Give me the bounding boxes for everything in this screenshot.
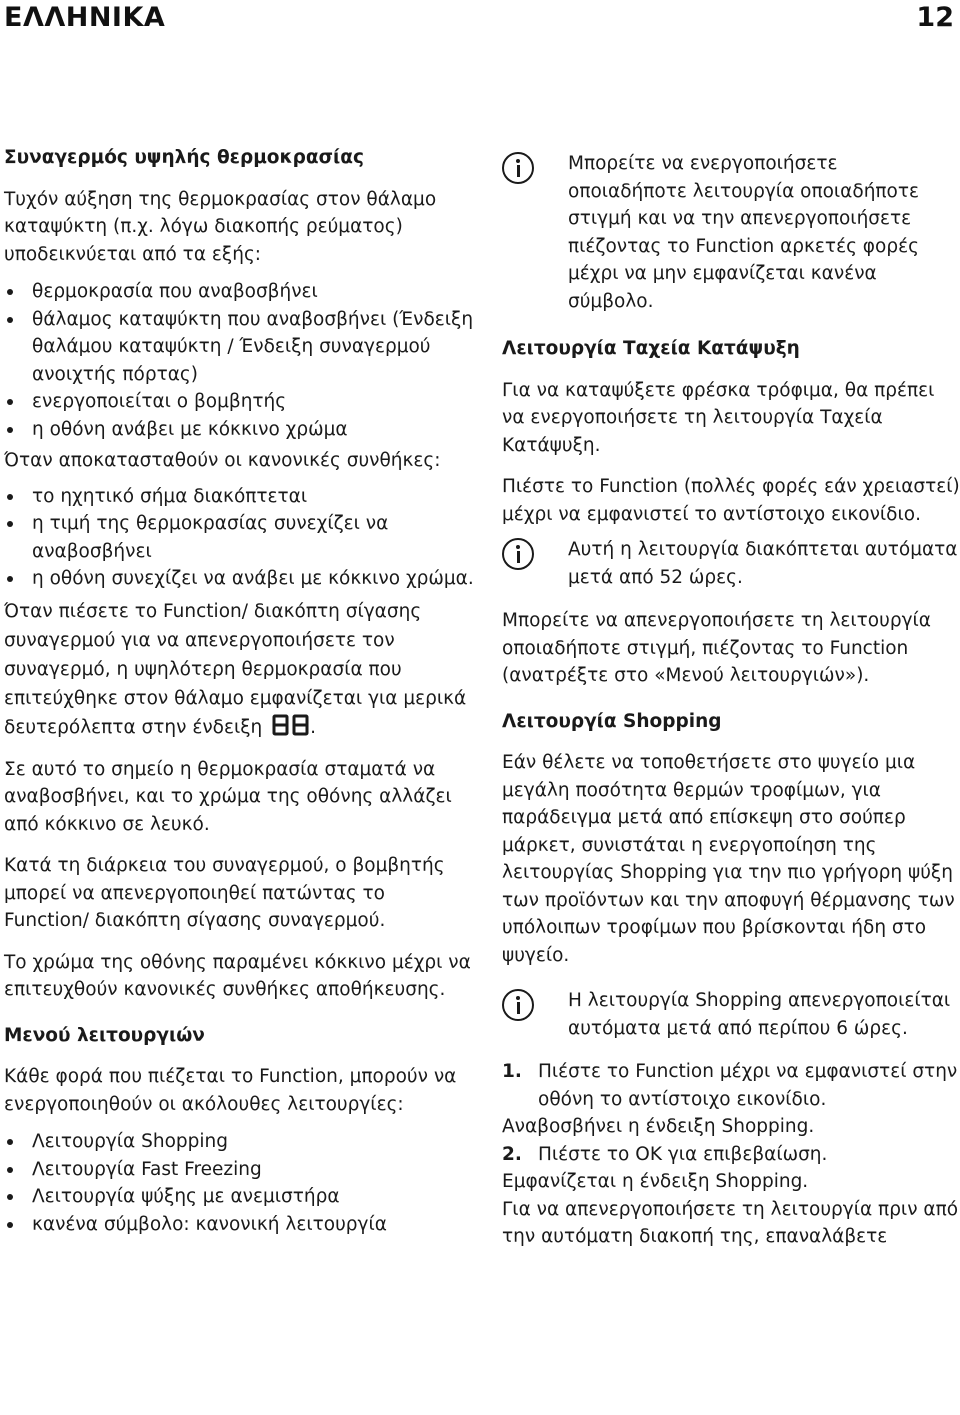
press-paragraph — [4, 597, 474, 742]
fast-freeze-heading: Λειτουργία Ταχεία Κατάψυξη — [502, 338, 800, 359]
step-text: Πιέστε το OK για επιβεβαίωση. — [538, 1143, 828, 1165]
shopping-paragraph: Εάν θέλετε να τοποθετήσετε στο ψυγείο μια μεγάλη ποσότητα θερμών τροφίμων, για παράδειγμα μετά από επίσκεψη στο σούπερ μάρκετ, συνιστάται η ενεργοποίηση της λειτουργίας Shopping για την πιο γρήγορη ψύξη των προϊόντων και την αποφυγή θέρμανσης των υπόλοιπων τροφίμων που βρίσκονται ήδη στο ψυγείο. — [502, 752, 955, 966]
shopping-heading: Λειτουργία Shopping — [502, 710, 722, 732]
page-number: 12 — [916, 2, 954, 33]
fast-freeze-paragraph: Για να καταψύξετε φρέσκα τρόφιμα, θα πρέπει να ενεργοποιήσετε τη λειτουργία Ταχεία Κατάψυξη. — [502, 379, 935, 456]
list-item: θερμοκρασία που αναβοσβήνει — [4, 278, 474, 306]
menu-heading: Μενού λειτουργιών — [4, 1024, 205, 1046]
list-item: Λειτουργία Fast Freezing — [4, 1156, 474, 1184]
press-text: Όταν πιέσετε το Function/ διακόπτη σίγασης συναγερμού για να απενεργοποιήσετε τον συναγερμό, η υψηλότερη θερμοκρασία που επιτεύχθηκε στον θάλαμο εμφανίζεται για μερικά δευτερόλεπτα στην ένδειξη — [4, 600, 467, 738]
list-item: κανένα σύμβολο: κανονική λειτουργία — [4, 1211, 474, 1239]
info-icon — [502, 152, 534, 184]
step-result: Αναβοσβήνει η ένδειξη Shopping. — [502, 1116, 815, 1137]
info-note — [502, 536, 960, 591]
list-item: η οθόνη ανάβει με κόκκινο χρώμα — [4, 416, 474, 444]
list-item: ενεργοποιείται ο βομβητής — [4, 388, 474, 416]
alarm-bullet-list — [4, 278, 474, 443]
info-note-text: Αυτή η λειτουργία διακόπτεται αυτόματα μετά από 52 ώρες. — [568, 539, 958, 588]
info-note-text: Μπορείτε να ενεργοποιήσετε οποιαδήποτε λειτουργία οποιαδήποτε στιγμή και να την απενεργοποιήσετε πιέζοντας το Function αρκετές φορές μέχρι να μην εμφανίζεται κανένα σύμβολο. — [568, 153, 920, 312]
menu-bullet-list — [4, 1128, 474, 1238]
color-paragraph: Το χρώμα της οθόνης παραμένει κόκκινο μέχρι να επιτευχθούν κανονικές συνθήκες αποθήκευσης. — [4, 951, 471, 1000]
menu-text: Κάθε φορά που πιέζεται το Function, μπορούν να ενεργοποιηθούν οι ακόλουθες λειτουργίες: — [4, 1066, 457, 1115]
step-item — [502, 1141, 960, 1169]
list-item: το ηχητικό σήμα διακόπτεται — [4, 483, 474, 511]
step-result: Εμφανίζεται η ένδειξη Shopping. — [502, 1171, 809, 1192]
step-text: Πιέστε το Function μέχρι να εμφανιστεί στην οθόνη το αντίστοιχο εικονίδιο. — [538, 1061, 958, 1110]
fast-freeze-paragraph: Πιέστε το Function (πολλές φορές εάν χρειαστεί) μέχρι να εμφανιστεί το αντίστοιχο εικονίδιο. — [502, 476, 960, 525]
info-note-text: Η λειτουργία Shopping απενεργοποιείται αυτόματα μετά από περίπου 6 ώρες. — [568, 990, 951, 1039]
buzzer-paragraph: Κατά τη διάρκεια του συναγερμού, ο βομβητής μπορεί να απενεργοποιηθεί πατώντας το Function/ διακόπτη σίγασης συναγερμού. — [4, 855, 445, 931]
press-text-end: . — [310, 716, 317, 738]
page-header — [0, 0, 960, 36]
alarm-heading: Συναγερμός υψηλής θερμοκρασίας — [4, 147, 364, 168]
info-icon — [502, 538, 534, 570]
right-column — [502, 150, 960, 1251]
info-note — [502, 150, 960, 315]
step-item — [502, 1058, 960, 1113]
list-item: η τιμή της θερμοκρασίας συνεχίζει να αναβοσβήνει — [4, 510, 474, 565]
list-item: θάλαμος καταψύκτη που αναβοσβήνει (Ένδειξη θαλάμου καταψύκτη / Ένδειξη συναγερμού ανοιχτής πόρτας) — [4, 306, 474, 389]
language-title: ΕΛΛΗΝΙΚΑ — [4, 2, 166, 33]
list-item: η οθόνη συνεχίζει να ανάβει με κόκκινο χρώμα. — [4, 565, 474, 593]
list-item: Λειτουργία Shopping — [4, 1128, 474, 1156]
list-item: Λειτουργία ψύξης με ανεμιστήρα — [4, 1183, 474, 1211]
step-number: 1. — [502, 1061, 522, 1082]
info-icon — [502, 989, 534, 1021]
shopping-steps — [502, 1058, 960, 1196]
info-note — [502, 987, 960, 1042]
restored-text: Όταν αποκατασταθούν οι κανονικές συνθήκες: — [4, 450, 441, 471]
restored-bullet-list — [4, 483, 474, 593]
display-88-icon — [272, 714, 310, 736]
left-column — [4, 144, 474, 1242]
alarm-intro: Τυχόν αύξηση της θερμοκρασίας στον θάλαμο καταψύκτη (π.χ. λόγω διακοπής ρεύματος) υποδεικνύεται από τα εξής: — [4, 188, 437, 265]
step-number: 2. — [502, 1143, 522, 1165]
fast-freeze-paragraph: Μπορείτε να απενεργοποιήσετε τη λειτουργία οποιαδήποτε στιγμή, πιέζοντας το Function (ανατρέξτε στο «Μενού λειτουργιών»). — [502, 610, 931, 686]
final-paragraph: Για να απενεργοποιήσετε τη λειτουργία πριν από την αυτόματη διακοπή της, επαναλάβετε — [502, 1198, 959, 1247]
stop-paragraph: Σε αυτό το σημείο η θερμοκρασία σταματά να αναβοσβήνει, και το χρώμα της οθόνης αλλάζει από κόκκινο σε λευκό. — [4, 758, 452, 835]
